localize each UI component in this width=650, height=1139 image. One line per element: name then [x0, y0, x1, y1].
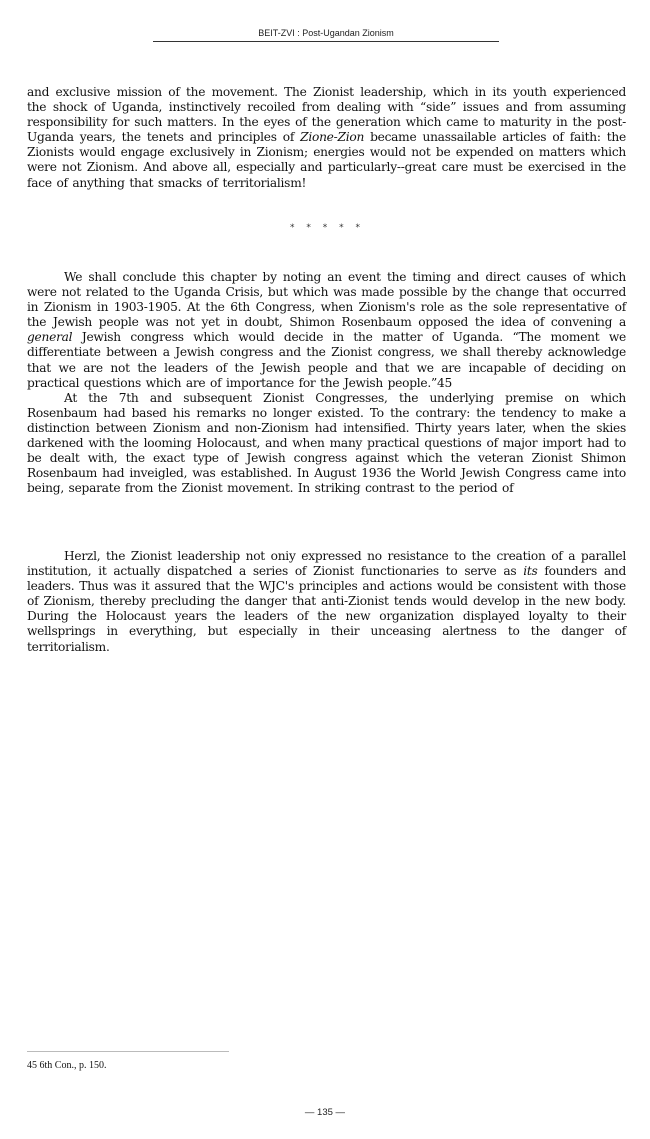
italic-term: its [523, 564, 538, 579]
footnote: 45 6th Con., p. 150. [27, 1060, 107, 1071]
header-rule [153, 41, 499, 42]
section-break: * * * * * [290, 223, 360, 233]
paragraph-text: Jewish congress which would decide in the matter of Uganda. “The moment we differentiate between a Jewish congress and the Zionist congress, we shall thereby acknowledge that we are not the leaders of the Jewish people and that we are incapable of deciding on practical questions which are of importance for the Jewish people.”45 [27, 330, 626, 390]
paragraph-text: founders and leaders. Thus was it assured that the WJC's principles and actions would be consistent with those of Zionism, thereby precluding the danger that anti-Zionist tends would develop in the new body. During the Holocaust years the leaders of the new organization displayed loyalty to their wellsprings in everything, but especially in their unceasing alertness to the danger of territorialism. [27, 564, 626, 654]
footnote-rule [27, 1051, 229, 1052]
paragraph-text: We shall conclude this chapter by noting an event the timing and direct causes of which were not related to the Uganda Crisis, but which was made possible by the change that occurred in Zionism in 1903-1905. At the 6th Congress, when Zionism's role as the sole representative of the Jewish people was not yet in doubt, Shimon Rosenbaum opposed the idea of convening a [27, 270, 626, 330]
page-number: — 135 — [304, 1107, 346, 1118]
paragraph-text: and exclusive mission of the movement. The Zionist leadership, which in its youth experienced the shock of Uganda, instinctively recoiled from dealing with “side” issues and from assuming responsibility for such matters. In the eyes of the generation which came to maturity in the post-Uganda years, the tenets and principles of [27, 85, 626, 145]
running-header: BEIT-ZVI : Post-Ugandan Zionism [258, 28, 394, 38]
paragraph-3 [27, 549, 626, 655]
italic-term: general [27, 330, 73, 345]
paragraph-2b: At the 7th and subsequent Zionist Congresses, the underlying premise on which Rosenbaum had based his remarks no longer existed. To the contrary: the tendency to make a distinction between Zionism and non-Zionism had intensified. Thirty years later, when the skies darkened with the looming Holocaust, and when many practical questions of major import had to be dealt with, the exact type of Jewish congress against which the veteran Zionist Shimon Rosenbaum had inveigled, was established. In August 1936 the World Jewish Congress came into being, separate from the Zionist movement. In striking contrast to the period of [27, 390, 626, 496]
paragraph-text: became unassailable articles of faith: the Zionists would engage exclusively in Zionism; energies would not be expended on matters which were not Zionism. And above all, especially and particularly--great care must be exercised in the face of anything that smacks of territorialism! [27, 130, 626, 190]
paragraph-1 [27, 85, 626, 191]
paragraph-text: Herzl, the Zionist leadership not oniy expressed no resistance to the creation of a parallel institution, it actually dispatched a series of Zionist functionaries to serve as [27, 549, 626, 579]
paragraph-2 [27, 270, 626, 496]
italic-term: Zione-Zion [300, 130, 365, 145]
